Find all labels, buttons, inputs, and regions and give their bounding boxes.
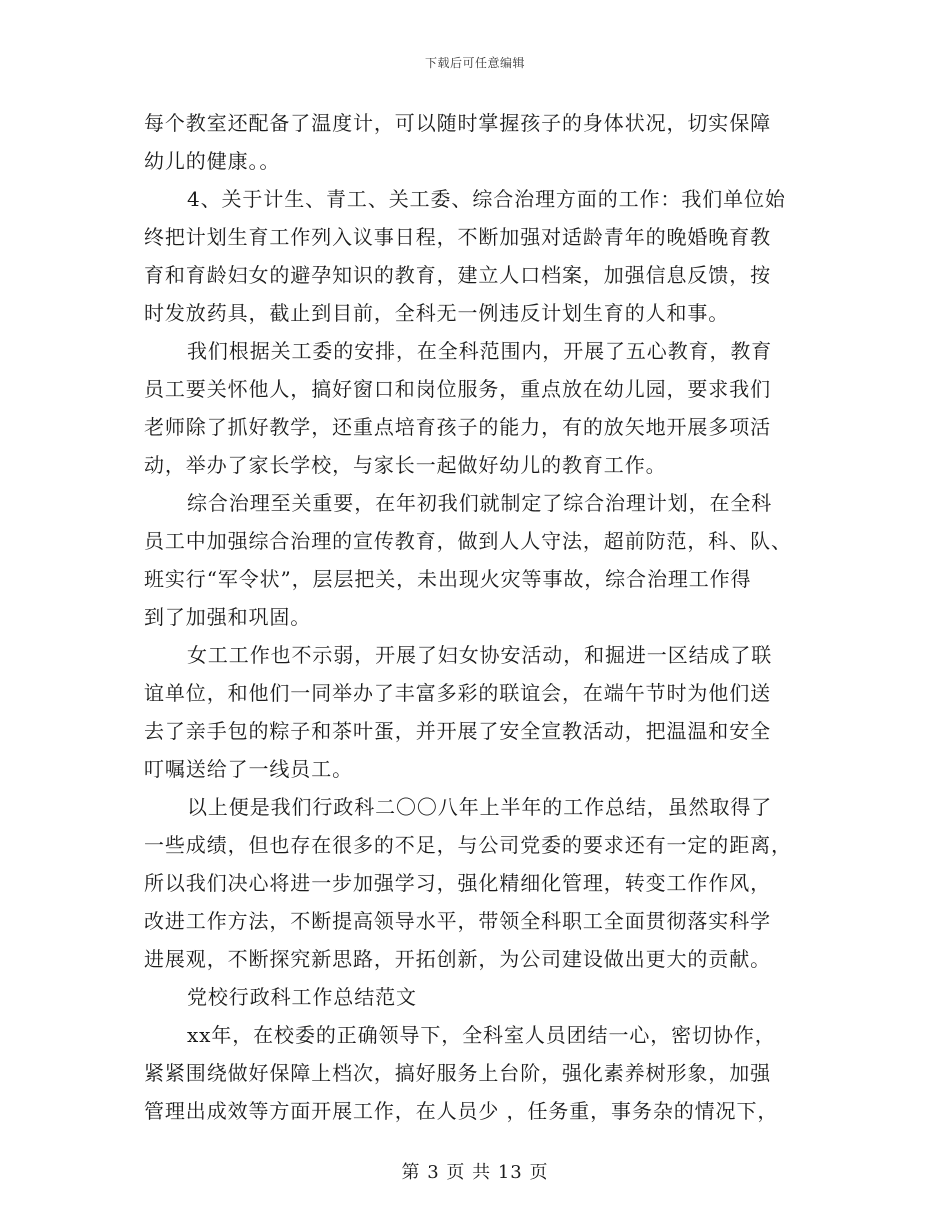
text-line: 一些成绩，但也存在很多的不足，与公司党委的要求还有一定的距离， (144, 833, 792, 857)
text-line: 老师除了抓好教学，还重点培育孩子的能力，有的放矢地开展多项活 (144, 415, 771, 439)
text-line: 去了亲手包的粽子和茶叶蛋，并开展了安全宣教活动，把温温和安全 (144, 719, 771, 743)
text-line: 女工工作也不示弱，开展了妇女协安活动，和掘进一区结成了联 (187, 643, 773, 667)
text-line: 时发放药具，截止到目前，全科无一例违反计划生育的人和事。 (144, 301, 730, 325)
text-line: 改进工作方法，不断提高领导水平，带领全科职工全面贯彻落实科学 (144, 909, 771, 933)
page-header: 下载后可任意编辑 (424, 56, 525, 70)
text-line: 每个教室还配备了温度计，可以随时掌握孩子的身体状况，切实保障 (144, 111, 771, 135)
text-line: 育和育龄妇女的避孕知识的教育，建立人口档案，加强信息反馈，按 (144, 263, 771, 287)
text-line: 综合治理至关重要，在年初我们就制定了综合治理计划，在全科 (187, 491, 773, 515)
text-line: 员工中加强综合治理的宣传教育，做到人人守法，超前防范，科、队、 (144, 529, 792, 553)
text-line: 动，举办了家长学校，与家长一起做好幼儿的教育工作。 (144, 453, 667, 477)
text-line: 终把计划生育工作列入议事日程，不断加强对适龄青年的晚婚晚育教 (144, 225, 771, 249)
text-line: 班实行“军令状”，层层把关，未出现火灾等事故，综合治理工作得 (144, 567, 752, 591)
text-line: 以上便是我们行政科二〇〇八年上半年的工作总结，虽然取得了 (187, 795, 773, 819)
text-line: 幼儿的健康。。 (144, 149, 281, 173)
text-line: 叮嘱送给了一线员工。 (144, 757, 353, 781)
text-line: 紧紧围绕做好保障上档次，搞好服务上台阶，强化素养树形象，加强 (144, 1061, 771, 1085)
document-body (144, 104, 814, 1130)
text-line: 党校行政科工作总结范文 (187, 985, 417, 1009)
text-line: 管理出成效等方面开展工作，在人员少 ，任务重，事务杂的情况下， (144, 1099, 779, 1123)
text-line: xx年，在校委的正确领导下，全科室人员团结一心，密切协作， (187, 1023, 776, 1047)
text-line: 所以我们决心将进一步加强学习，强化精细化管理，转变工作作风， (144, 871, 771, 895)
text-line: 我们根据关工委的安排，在全科范围内，开展了五心教育，教育 (187, 339, 773, 363)
page-footer: 第 3 页 共 13 页 (401, 1162, 549, 1183)
text-line: 到了加强和巩固。 (144, 605, 312, 629)
text-line: 进展观，不断探究新思路，开拓创新，为公司建设做出更大的贡献。 (144, 947, 771, 971)
text-line: 4、关于计生、青工、关工委、综合治理方面的工作：我们单位始 (187, 187, 786, 211)
text-line: 谊单位，和他们一同举办了丰富多彩的联谊会，在端午节时为他们送 (144, 681, 771, 705)
text-line: 员工要关怀他人，搞好窗口和岗位服务，重点放在幼儿园，要求我们 (144, 377, 771, 401)
